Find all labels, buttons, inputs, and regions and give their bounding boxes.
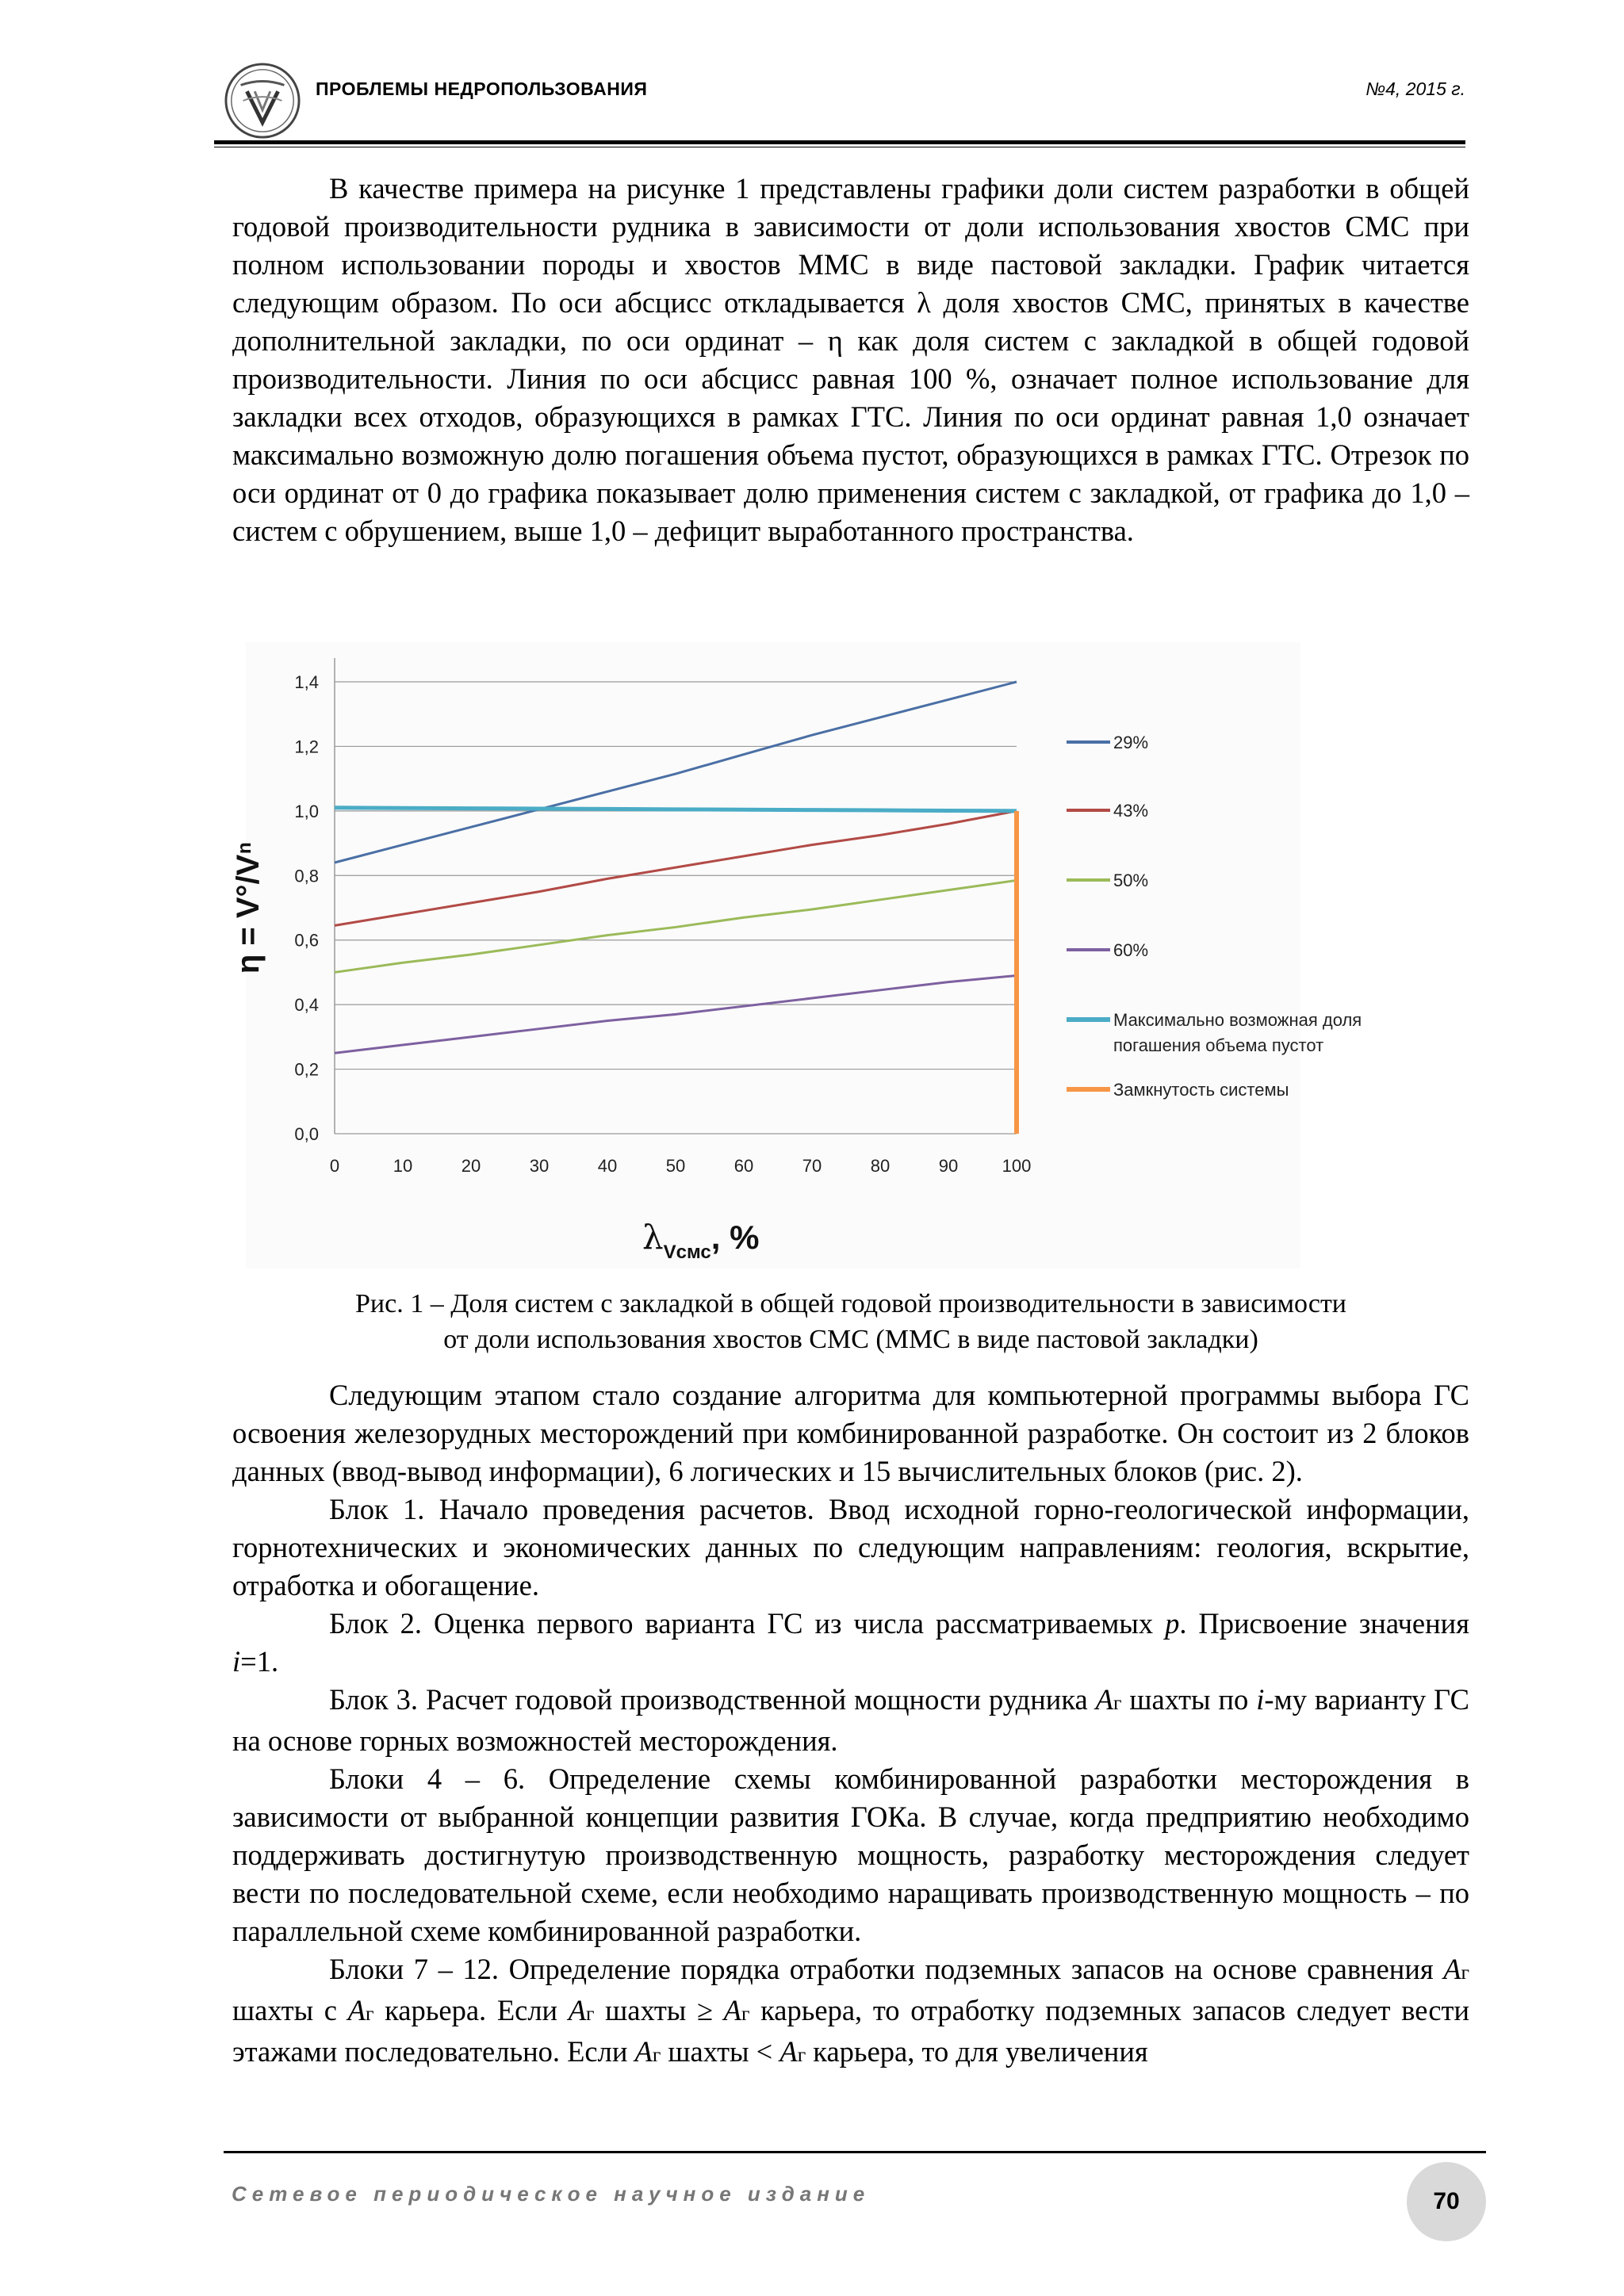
y-tick-label: 0,0	[294, 1124, 319, 1144]
x-tick-label: 80	[870, 1156, 891, 1176]
legend-label: 60%	[1113, 940, 1149, 960]
figure-caption-line-1: Рис. 1 – Доля систем с закладкой в общей годовой производительности в зависимости	[355, 1289, 1346, 1318]
figure-caption	[232, 1286, 1469, 1357]
journal-title: ПРОБЛЕМЫ НЕДРОПОЛЬЗОВАНИЯ	[316, 78, 648, 99]
legend-label: 29%	[1113, 733, 1149, 752]
series-line-2	[335, 811, 1017, 926]
figure-caption-line-2: от доли использования хвостов СМС (ММС в виде пастовой закладки)	[443, 1325, 1258, 1354]
header-rule	[214, 140, 1465, 144]
x-tick-label: 50	[665, 1156, 686, 1176]
series-line-3	[335, 880, 1017, 972]
y-tick-label: 0,2	[294, 1059, 319, 1080]
legend-label: Максимально возможная доля	[1113, 1010, 1362, 1030]
legend-label: 50%	[1113, 871, 1149, 890]
paragraph-algorithm: Следующим этапом стало создание алгоритма для компьютерной программы выбора ГС освоения железорудных месторождений при комбинированной разработке. Он состоит из 2 блоков данных (ввод-вывод информации), 6 логических и 15 вычислительных блоков (рис. 2).	[232, 1379, 1469, 1487]
y-tick-label: 1,0	[294, 801, 319, 821]
paragraph-blocks-4-6: Блоки 4 – 6. Определение схемы комбинированной разработки месторождения в зависимости от выбранной концепции развития ГОКа. В случае, когда предприятию необходимо поддерживать достигнутую производственную мощность, разработку месторождения следует вести по последовательной схеме, если необходимо наращивать производственную мощность – по параллельной схеме комбинированной разработки.	[232, 1762, 1469, 1947]
paragraph-block-2: Блок 2. Оценка первого варианта ГС из числа рассматриваемых p. Присвоение значения i=1.	[232, 1607, 1469, 1678]
body-text-block	[232, 1376, 1469, 2074]
x-axis-label: $\lambda_{Vсмс}$, %	[642, 1218, 760, 1263]
intro-text-block	[232, 170, 1469, 550]
x-tick-label: 70	[802, 1156, 822, 1176]
y-tick-label: 0,6	[294, 930, 319, 951]
x-tick-label: 90	[938, 1156, 959, 1176]
intro-paragraph: В качестве примера на рисунке 1 представлены графики доли систем разработки в общей годовой производительности рудника в зависимости от доли использования хвостов СМС при полном использовании породы и хвостов ММС в виде пастовой закладки. График читается следующим образом. По оси абсцисс откладывается λ доля хвостов СМС, принятых в качестве дополнительной закладки, по оси ординат – η как доля систем с закладкой в общей годовой производительности. Линия по оси абсцисс равная 100 %, означает полное использование для закладки всех отходов, образующихся в рамках ГТС. Линия по оси ординат равная 1,0 означает максимально возможную долю погашения объема пустот, образующихся в рамках ГТС. Отрезок по оси ординат от 0 до графика показывает долю применения систем с закладкой, от графика до 1,0 – систем с обрушением, выше 1,0 – дефицит выработанного пространства.	[232, 172, 1469, 547]
y-tick-label: 0,8	[294, 866, 319, 886]
paragraph-block-1: Блок 1. Начало проведения расчетов. Ввод исходной горно-геологической информации, горнотехнических и экономических данных по следующим направлениям: геология, вскрытие, отработка и обогащение.	[232, 1493, 1469, 1601]
x-tick-label: 60	[733, 1156, 754, 1176]
x-tick-label: 100	[1002, 1156, 1032, 1176]
x-tick-label: 30	[529, 1156, 550, 1176]
paragraph-blocks-7-12: Блоки 7 – 12. Определение порядка отработки подземных запасов на основе сравнения Аг шахты с Аг карьера. Если Аг шахты ≥ Аг карьера, то отработку подземных запасов следует вести этажами последовательно. Если Аг шахты < Аг карьера, то для увеличения	[232, 1953, 1470, 2068]
y-tick-label: 1,4	[294, 672, 319, 692]
issue-number: №4, 2015 г.	[1365, 78, 1465, 99]
footer-publication-text: Сетевое периодическое научное издание	[232, 2182, 871, 2206]
x-tick-label: 20	[461, 1156, 481, 1176]
x-tick-label: 10	[393, 1156, 413, 1176]
footer-rule	[224, 2151, 1486, 2153]
y-axis-label: η = V°/Vⁿ	[231, 841, 266, 974]
legend-label: погашения объема пустот	[1113, 1035, 1324, 1055]
series-line-5	[335, 808, 1017, 811]
legend-label: Замкнутость системы	[1113, 1080, 1289, 1100]
x-tick-label: 40	[597, 1156, 618, 1176]
series-line-4	[335, 976, 1017, 1054]
journal-logo-icon	[224, 62, 301, 140]
page-header	[222, 62, 1469, 141]
line-chart	[230, 634, 1362, 1269]
y-tick-label: 0,4	[294, 995, 319, 1016]
page-number: 70	[1407, 2162, 1486, 2241]
series-line-1	[335, 682, 1017, 863]
paragraph-block-3: Блок 3. Расчет годовой производственной мощности рудника Аг шахты по i-му варианту ГС на основе горных возможностей месторождения.	[232, 1683, 1470, 1757]
legend-label: 43%	[1113, 801, 1149, 821]
x-tick-label: 0	[329, 1156, 340, 1176]
y-tick-label: 1,2	[294, 737, 319, 757]
figure-1	[230, 634, 1362, 1269]
